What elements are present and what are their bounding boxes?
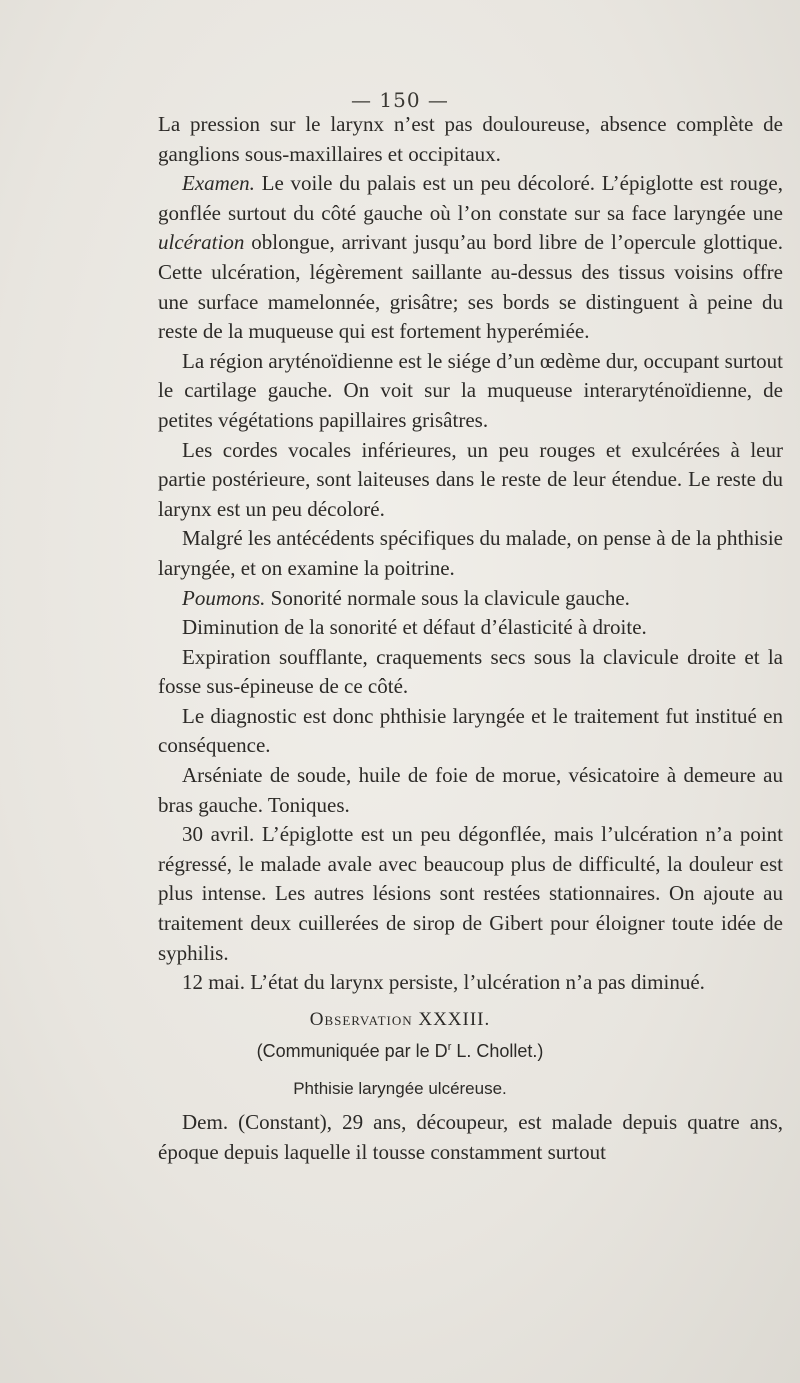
page-number: — 150 — xyxy=(351,88,449,112)
paragraph: Poumons. Sonorité normale sous la clavicule gauche. xyxy=(182,585,630,610)
paragraph: 30 avril. L’épiglotte est un peu dégonflée, mais l’ulcération n’a point régressé, le malade avale avec beaucoup plus de difficulté, la douleur est plus intense. Les autres lésions sont restées stationnaires. On ajoute au traitement deux cuillerées de sirop de Gibert pour éloigner toute idée de syphilis. xyxy=(158,822,783,965)
paragraph: Malgré les antécédents spécifiques du malade, on pense à de la phthisie laryngée, et on examine la poitrine. xyxy=(158,526,783,580)
paragraph: Le diagnostic est donc phthisie laryngée et le traitement fut institué en conséquence. xyxy=(158,703,783,758)
paragraph: 12 mai. L’état du larynx persiste, l’ulcération n’a pas diminué. xyxy=(182,970,705,995)
section-lead: Examen. xyxy=(182,171,255,196)
paragraph: Dem. (Constant), 29 ans, découpeur, est malade depuis quatre ans, époque depuis laquelle il tousse constamment surtout xyxy=(158,1110,783,1164)
observation-subtitle: Phthisie laryngée ulcéreuse. xyxy=(293,1079,507,1098)
paragraph: Les cordes vocales inférieures, un peu rouges et exulcérées à leur partie postérieure, sont laiteuses dans le reste de leur étendue. Le reste du larynx est un peu décoloré. xyxy=(158,437,783,521)
emphasis: ulcération xyxy=(158,230,245,255)
paragraph: Arséniate de soude, huile de foie de morue, vésicatoire à demeure au bras gauche. Toniques. xyxy=(158,763,783,817)
observation-title: Observation XXXIII. xyxy=(309,1009,491,1030)
observation-attribution: (Communiquée par le $D^r$ L. Chollet.) xyxy=(256,1041,544,1061)
paragraph: Diminution de la sonorité et défaut d’élasticité à droite. xyxy=(182,615,647,640)
paragraph: La région aryténoïdienne est le siége d’un œdème dur, occupant surtout le cartilage gauche. On voit sur la muqueuse interaryténoïdienne, de petites végétations papillaires grisâtres. xyxy=(158,348,783,432)
section-lead: Poumons. xyxy=(182,585,266,610)
paragraph: Examen. Le voile du palais est un peu décoloré. L’épiglotte est rouge, gonflée surtout du côté gauche où l’on constate sur sa face laryngée une ulcération oblongue, arrivant jusqu’au bord libre de l’opercule glottique. Cette ulcération, légèrement saillante au-dessus des tissus voisins offre une surface mamelonnée, grisâtre; ses bords se distinguent à peine du reste de la muqueuse qui est fortement hyperémiée. xyxy=(158,171,783,344)
paragraph: Expiration soufflante, craquements secs sous la clavicule droite et la fosse sus-épineuse de ce côté. xyxy=(158,644,783,699)
observation-text xyxy=(158,1108,783,1167)
paragraph: La pression sur le larynx n’est pas douloureuse, absence complète de ganglions sous-maxillaires et occipitaux. xyxy=(158,112,783,166)
main-text xyxy=(158,110,783,998)
